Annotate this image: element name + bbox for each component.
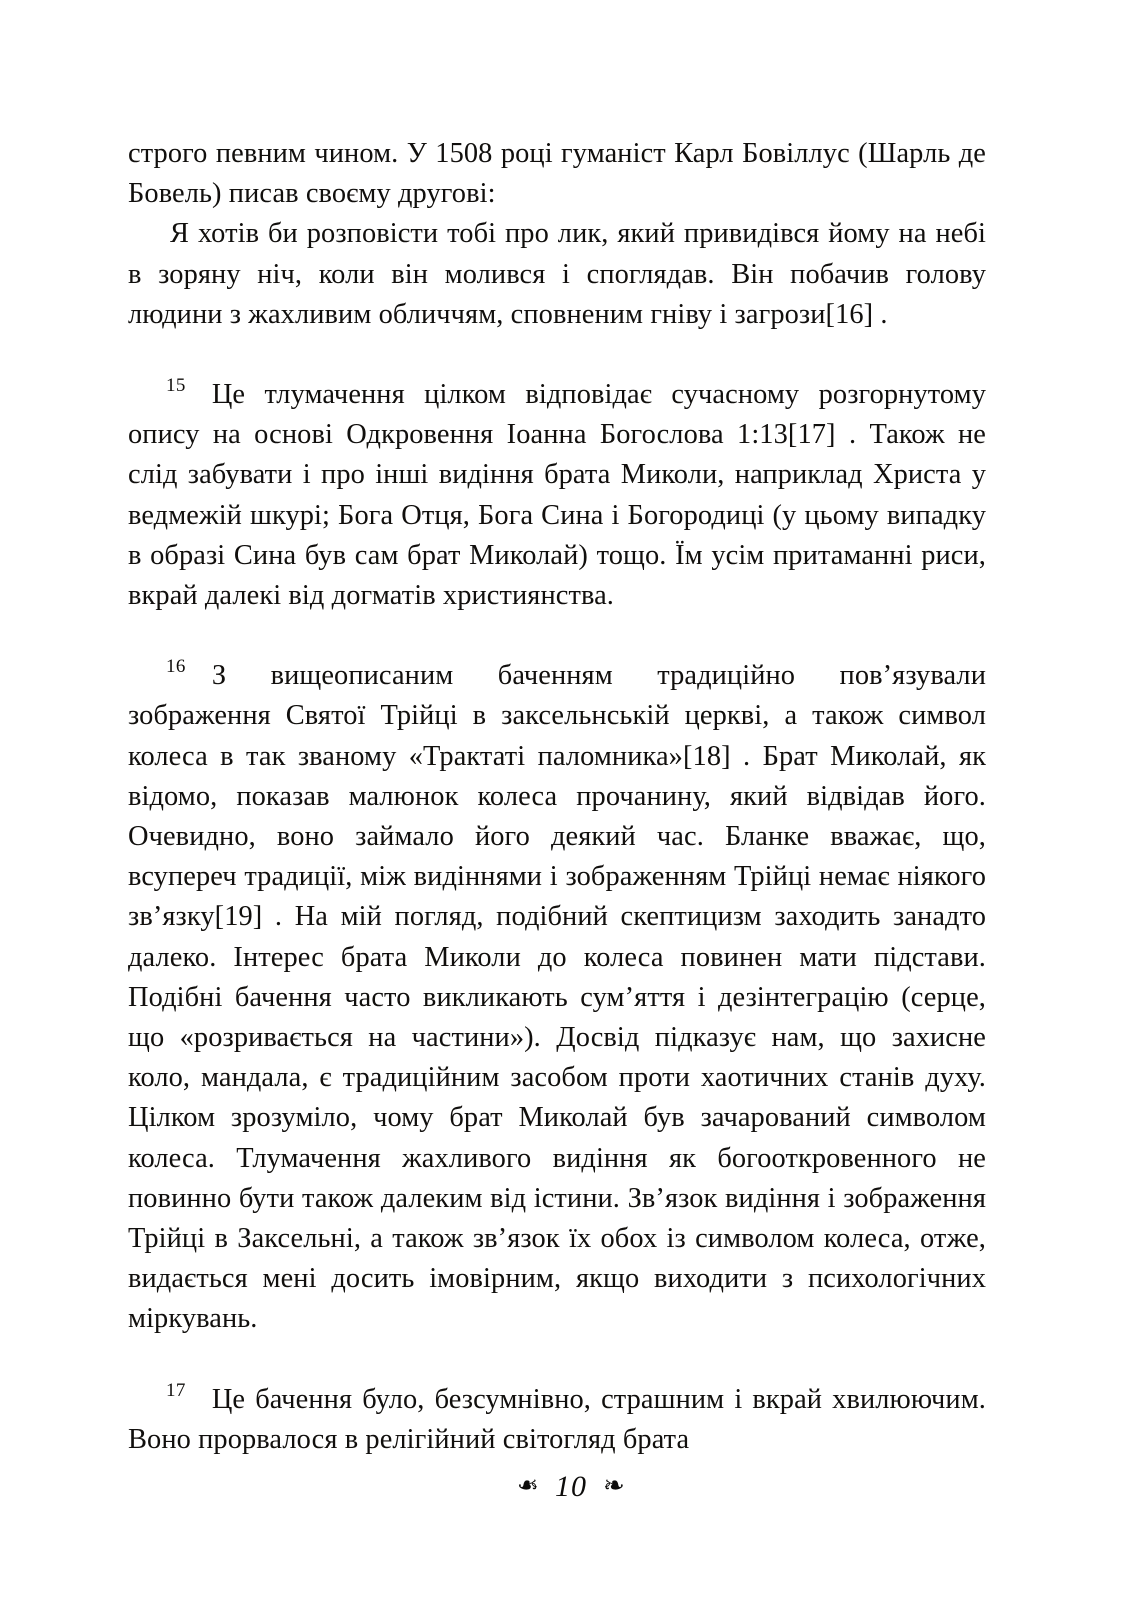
page-footer	[0, 1472, 1142, 1502]
paragraph-15: 15 Це тлумачення цілком відповідає сучасному розгорнутому опису на основі Одкровення Іоанна Богослова 1:13[17] . Також не слід забувати і про інші видіння брата Миколи, наприклад Христа у ведмежій шкурі; Бога Отця, Бога Сина і Богородиці (у цьому випадку в образі Сина був сам брат Миколай) тощо. Їм усім притаманні риси, вкрай далекі від догматів християнства.	[128, 375, 986, 612]
paragraph-quotation: Я хотів би розповісти тобі про лик, який привидівся йому на небі в зоряну ніч, коли він молився і споглядав. Він побачив голову людини з жахливим обличчям, сповненим гніву і загрози[16] .	[128, 218, 986, 330]
paragraph-15-text: Це тлумачення цілком відповідає сучасному розгорнутому опису на основі Одкровення Іоанна Богослова 1:13[17] . Також не слід забувати і про інші видіння брата Миколи, наприклад Христа у ведмежій шкурі; Бога Отця, Бога Сина і Богородиці (у цьому випадку в образі Сина був сам брат Миколай) тощо. Їм усім притаманні риси, вкрай далекі від догматів християнства.	[128, 379, 986, 612]
paragraph-17: 17 Це бачення було, безсумнівно, страшним і вкрай хвилюючим. Воно прорвалося в релігійний світогляд брата	[128, 1379, 986, 1455]
paragraph-16: 16 З вищеописаним баченням традиційно пов’язували зображення Святої Трійці в заксельнській церкві, а також символ колеса в так званому «Трактаті паломника»[18] . Брат Миколай, як відомо, показав малюнок колеса прочанину, який відвідав його. Очевидно, воно займало його деякий час. Бланке вважає, що, всупереч традиції, між видіннями і зображенням Трійці немає ніякого зв’язку[19] . На мій погляд, подібний скептицизм заходить занадто далеко. Інтерес брата Миколи до колеса повинен мати підстави. Подібні бачення часто викликають сум’яття і дезінтеграцію (серце, що «розривається на частини»). Досвід підказує нам, що захисне коло, мандала, є традиційним засобом проти хаотичних станів духу. Цілком зрозуміло, чому брат Миколай був зачарований символом колеса. Тлумачення жахливого видіння як богооткровенного не повинно бути також далеким від істини. Зв’язок видіння і зображення Трійці в Заксельні, а також зв’язок їх обох із символом колеса, отже, видається мені досить імовірним, якщо виходити з психологічних міркувань.	[128, 656, 986, 1335]
paragraph-17-text: Це бачення було, безсумнівно, страшним і вкрай хвилюючим. Воно прорвалося в релігійний світогляд брата	[128, 1383, 986, 1455]
page-text-column	[128, 134, 986, 1460]
paragraph-continuation: строго певним чином. У 1508 році гуманіст Карл Бовіллус (Шарль де Бовель) писав своєму другові:	[128, 138, 986, 210]
paragraph-16-text: З вищеописаним баченням традиційно пов’язували зображення Святої Трійці в заксельнській церкві, а також символ колеса в так званому «Трактаті паломника»[18] . Брат Миколай, як відомо, показав малюнок колеса прочанину, який відвідав його. Очевидно, воно займало його деякий час. Бланке вважає, що, всупереч традиції, між видіннями і зображенням Трійці немає ніякого зв’язку[19] . На мій погляд, подібний скептицизм заходить занадто далеко. Інтерес брата Миколи до колеса повинен мати підстави. Подібні бачення часто викликають сум’яття і дезінтеграцію (серце, що «розривається на частини»). Досвід підказує нам, що захисне коло, мандала, є традиційним засобом проти хаотичних станів духу. Цілком зрозуміло, чому брат Миколай був зачарований символом колеса. Тлумачення жахливого видіння як богооткровенного не повинно бути також далеким від істини. Зв’язок видіння і зображення Трійці в Заксельні, а також зв’язок їх обох із символом колеса, отже, видається мені досить імовірним, якщо виходити з психологічних міркувань.	[128, 660, 986, 1335]
page-number: 10	[555, 1470, 587, 1503]
fleuron-ornament-left-icon: ❧	[517, 1471, 539, 1500]
fleuron-ornament-right-icon: ❧	[603, 1471, 625, 1500]
